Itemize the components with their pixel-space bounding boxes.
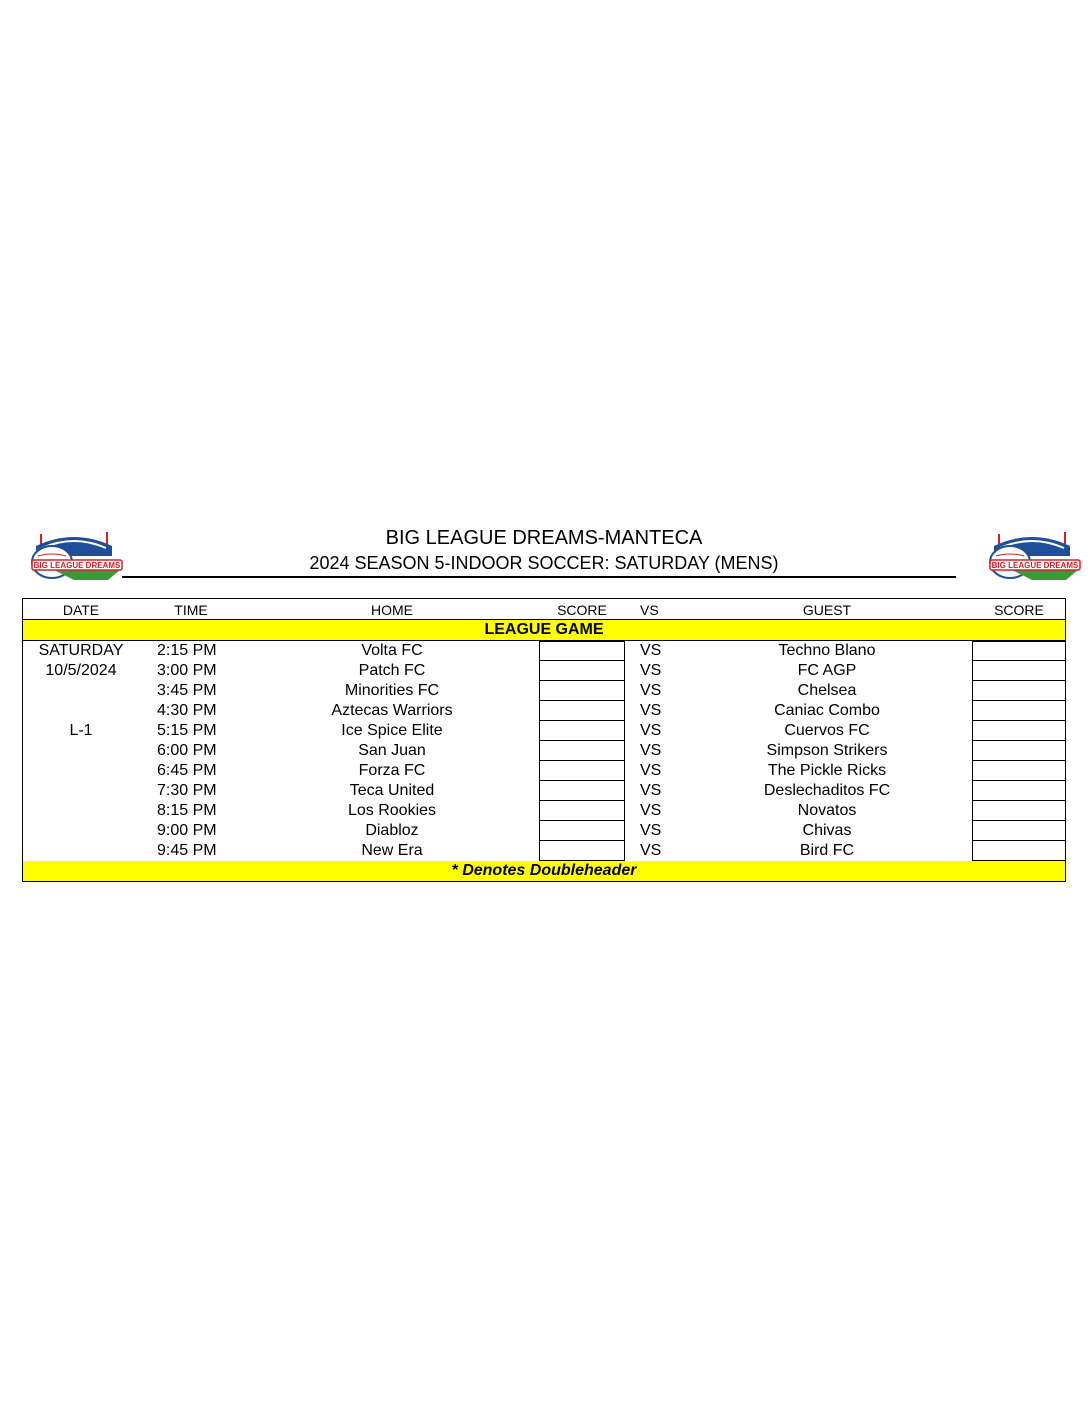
page-subtitle: 2024 SEASON 5-INDOOR SOCCER: SATURDAY (MENS)	[309, 553, 779, 573]
vs-label: VS	[640, 842, 662, 859]
column-header-home-score: SCORE	[557, 602, 607, 618]
guest-score-box[interactable]	[972, 801, 1065, 821]
home-score-box[interactable]	[539, 761, 625, 781]
guest-score-box[interactable]	[972, 681, 1065, 701]
column-header-home: HOME	[371, 602, 413, 618]
game-row	[23, 661, 1065, 681]
game-time: 6:45 PM	[157, 762, 217, 779]
game-time: 4:30 PM	[157, 702, 217, 719]
game-row	[23, 761, 1065, 781]
doubleheader-note: * Denotes Doubleheader	[23, 861, 1065, 882]
guest-score-box[interactable]	[972, 701, 1065, 721]
vs-label: VS	[640, 742, 662, 759]
home-score-box[interactable]	[539, 641, 625, 661]
guest-score-box[interactable]	[972, 841, 1065, 861]
home-team: San Juan	[358, 742, 426, 759]
home-team: New Era	[361, 842, 423, 859]
game-time: 9:45 PM	[157, 842, 217, 859]
guest-team: Chivas	[802, 822, 852, 839]
game-time: 2:15 PM	[157, 642, 217, 659]
guest-team: Novatos	[797, 802, 857, 819]
home-score-box[interactable]	[539, 801, 625, 821]
guest-team: The Pickle Ricks	[767, 762, 887, 779]
guest-team: Bird FC	[799, 842, 855, 859]
vs-label: VS	[640, 682, 662, 699]
guest-team: Techno Blano	[778, 642, 876, 659]
game-rows	[23, 641, 1065, 861]
page-title: BIG LEAGUE DREAMS-MANTECA	[385, 527, 703, 549]
vs-label: VS	[640, 802, 662, 819]
guest-team: FC AGP	[797, 662, 857, 679]
game-row	[23, 801, 1065, 821]
home-team: Teca United	[349, 782, 435, 799]
svg-text:BIG LEAGUE DREAMS: BIG LEAGUE DREAMS	[991, 561, 1079, 570]
home-score-box[interactable]	[539, 701, 625, 721]
vs-label: VS	[640, 662, 662, 679]
game-row	[23, 781, 1065, 801]
home-score-box[interactable]	[539, 821, 625, 841]
vs-label: VS	[640, 642, 662, 659]
game-time: 8:15 PM	[157, 802, 217, 819]
guest-score-box[interactable]	[972, 761, 1065, 781]
guest-score-box[interactable]	[972, 661, 1065, 681]
game-row	[23, 641, 1065, 661]
vs-label: VS	[640, 782, 662, 799]
vs-label: VS	[640, 722, 662, 739]
guest-score-box[interactable]	[972, 641, 1065, 661]
home-team: Ice Spice Elite	[341, 722, 443, 739]
column-header-date: DATE	[62, 602, 100, 618]
home-score-box[interactable]	[539, 681, 625, 701]
vs-label: VS	[640, 702, 662, 719]
home-team: Volta FC	[361, 642, 423, 659]
vs-label: VS	[640, 762, 662, 779]
game-time: 9:00 PM	[157, 822, 217, 839]
game-date: L-1	[69, 722, 93, 739]
game-time: 3:45 PM	[157, 682, 217, 699]
guest-team: Caniac Combo	[774, 702, 880, 719]
column-header-guest-score: SCORE	[994, 602, 1044, 618]
guest-team: Cuervos FC	[784, 722, 870, 739]
game-time: 5:15 PM	[157, 722, 217, 739]
game-time: 3:00 PM	[157, 662, 217, 679]
league-game-band: LEAGUE GAME	[23, 620, 1065, 641]
header-rule	[122, 576, 956, 578]
guest-score-box[interactable]	[972, 721, 1065, 741]
game-row	[23, 721, 1065, 741]
home-score-box[interactable]	[539, 661, 625, 681]
game-row	[23, 701, 1065, 721]
guest-score-box[interactable]	[972, 781, 1065, 801]
home-score-box[interactable]	[539, 841, 625, 861]
guest-team: Simpson Strikers	[766, 742, 888, 759]
column-header-guest: GUEST	[802, 602, 852, 618]
guest-score-box[interactable]	[972, 821, 1065, 841]
game-row	[23, 841, 1065, 861]
home-score-box[interactable]	[539, 721, 625, 741]
home-team: Patch FC	[358, 662, 426, 679]
game-date: SATURDAY	[38, 642, 124, 659]
game-row	[23, 741, 1065, 761]
home-team: Minorities FC	[344, 682, 440, 699]
home-team: Aztecas Warriors	[331, 702, 453, 719]
vs-label: VS	[640, 822, 662, 839]
game-row	[23, 681, 1065, 701]
column-header-row	[23, 599, 1065, 620]
guest-score-box[interactable]	[972, 741, 1065, 761]
schedule-table	[22, 599, 1066, 882]
game-time: 7:30 PM	[157, 782, 217, 799]
guest-team: Deslechaditos FC	[763, 782, 891, 799]
home-score-box[interactable]	[539, 741, 625, 761]
home-team: Forza FC	[358, 762, 426, 779]
svg-text:BIG LEAGUE DREAMS: BIG LEAGUE DREAMS	[33, 561, 121, 570]
home-team: Los Rookies	[347, 802, 437, 819]
column-header-time: TIME	[174, 602, 208, 618]
game-date: 10/5/2024	[45, 662, 117, 679]
guest-team: Chelsea	[797, 682, 857, 699]
home-team: Diabloz	[365, 822, 419, 839]
game-time: 6:00 PM	[157, 742, 217, 759]
game-row	[23, 821, 1065, 841]
home-score-box[interactable]	[539, 781, 625, 801]
column-header-vs: VS	[640, 602, 659, 618]
